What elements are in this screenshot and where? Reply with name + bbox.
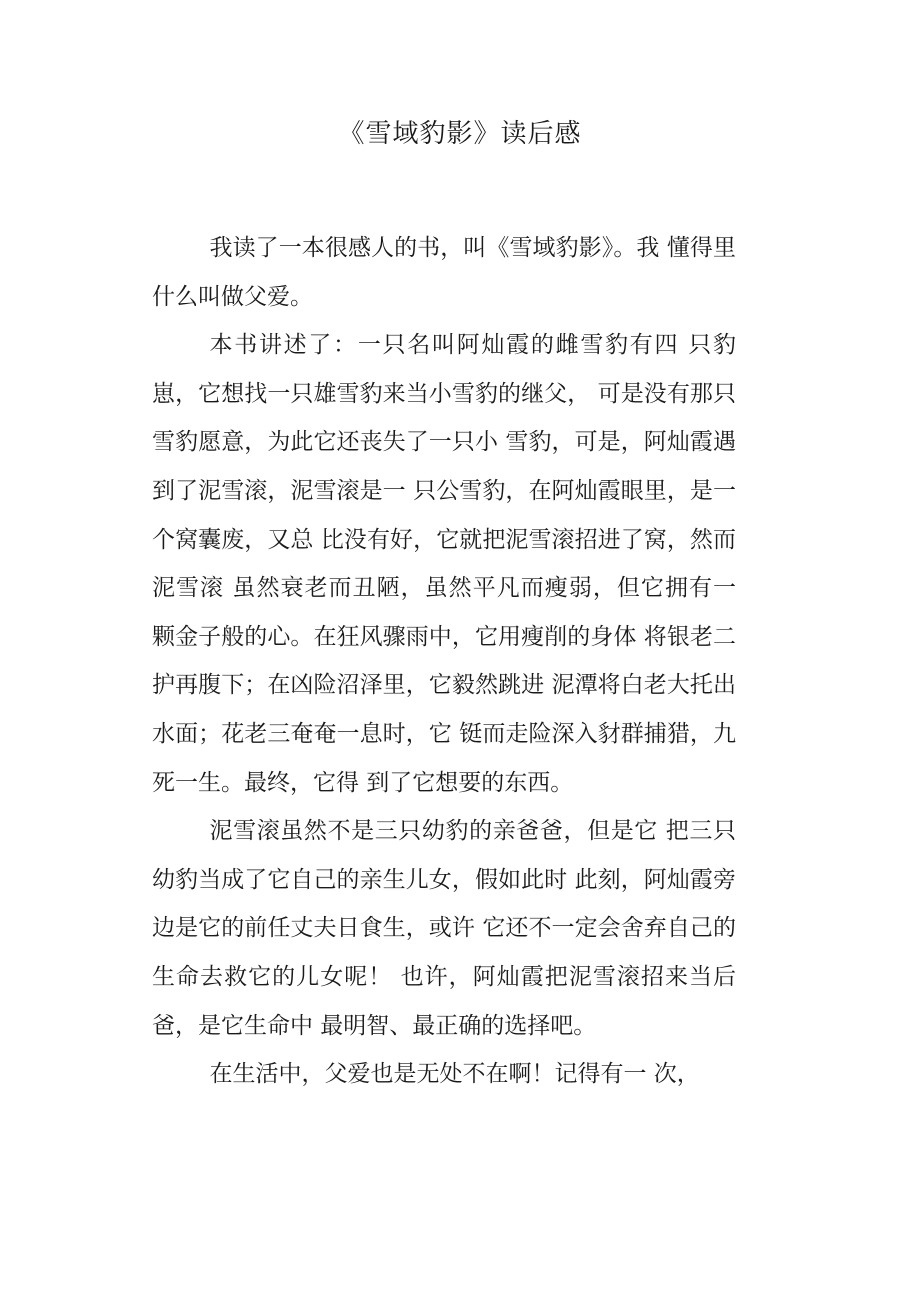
page-title: 《雪域豹影》读后感 bbox=[338, 119, 582, 149]
paragraph-4: 在生活中，父爱也是无处不在啊！记得有一 次， bbox=[209, 1061, 700, 1088]
document-body bbox=[152, 224, 736, 1099]
paragraph-2: 本书讲述了：一只名叫阿灿霞的雌雪豹有四 只豹崽，它想找一只雄雪豹来当小雪豹的继父， 可是没有那只雪豹愿意，为此它还丧失了一只小 雪豹，可是，阿灿霞遇到了泥雪滚，泥雪滚是一 只公雪豹，在阿灿霞眼里，是一个窝囊废，又总 比没有好，它就把泥雪滚招进了窝，然而泥雪滚 虽然衰老而丑陋，虽然平凡而瘦弱，但它拥有一 颗金子般的心。在狂风骤雨中，它用瘦削的身体 将银老二护再腹下；在凶险沼泽里，它毅然跳进 泥潭将白老大托出水面；花老三奄奄一息时，它 铤而走险深入豺群捕猎，九死一生。最终，它得 到了它想要的东西。 bbox=[152, 332, 736, 796]
paragraph-1: 我读了一本很感人的书，叫《雪域豹影》。我 懂得里什么叫做父爱。 bbox=[152, 235, 736, 310]
paragraph-3: 泥雪滚虽然不是三只幼豹的亲爸爸，但是它 把三只幼豹当成了它自己的亲生儿女，假如此时 此刻，阿灿霞旁边是它的前任丈夫日食生，或许 它还不一定会舍弃自己的生命去救它的儿女呢！ 也许，阿灿霞把泥雪滚招来当后爸，是它生命中 最明智、最正确的选择吧。 bbox=[152, 818, 736, 1039]
